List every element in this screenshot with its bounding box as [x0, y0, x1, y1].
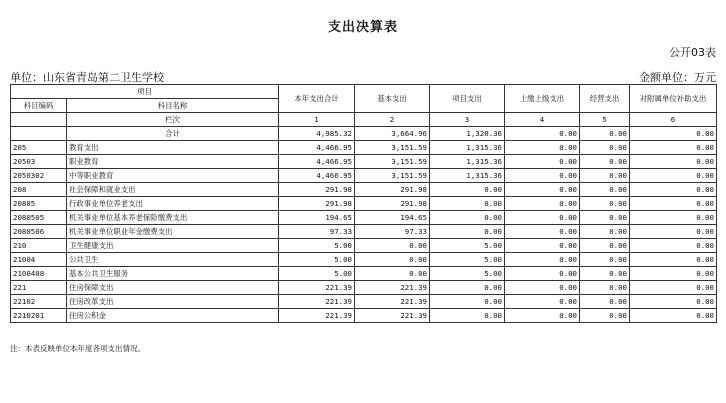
header-col-remit: 上缴上级支出: [505, 85, 580, 113]
row-value: 0.00: [580, 211, 630, 225]
row-value: 0.00: [580, 253, 630, 267]
row-value: 0.00: [630, 309, 717, 323]
table-row: [11, 253, 717, 267]
total-code: [11, 127, 67, 141]
form-number: 公开03表: [669, 46, 716, 59]
row-value: 3,151.59: [355, 141, 430, 155]
row-value: 0.00: [630, 197, 717, 211]
column-number: 4: [505, 113, 580, 127]
row-value: 0.00: [505, 169, 580, 183]
header-col-operating: 经营支出: [580, 85, 630, 113]
page-title: 支出决算表: [327, 20, 398, 35]
row-code: 2080506: [11, 225, 67, 239]
row-value: 1,315.36: [430, 155, 505, 169]
column-number: 2: [355, 113, 430, 127]
row-value: 0.00: [580, 295, 630, 309]
row-value: 97.33: [355, 225, 430, 239]
row-name: 机关事业单位基本养老保险缴费支出: [67, 211, 279, 225]
total-value: 4,985.32: [279, 127, 355, 141]
header-col-total: 本年支出合计: [279, 85, 355, 113]
row-name: 卫生健康支出: [67, 239, 279, 253]
row-value: 3,151.59: [355, 155, 430, 169]
header-row-3: [11, 113, 717, 127]
row-value: 0.00: [505, 295, 580, 309]
row-value: 221.39: [279, 295, 355, 309]
table-row: [11, 141, 717, 155]
row-value: 0.00: [580, 183, 630, 197]
header-row-1: [11, 85, 717, 99]
row-value: 0.00: [580, 309, 630, 323]
column-number: 6: [630, 113, 717, 127]
row-name: 职业教育: [67, 155, 279, 169]
row-value: 0.00: [505, 239, 580, 253]
row-value: 0.00: [430, 211, 505, 225]
total-row: [11, 127, 717, 141]
total-value: 1,320.36: [430, 127, 505, 141]
row-name: 公共卫生: [67, 253, 279, 267]
row-value: 194.65: [355, 211, 430, 225]
row-value: 0.00: [430, 197, 505, 211]
row-value: 0.00: [630, 211, 717, 225]
header-name: 科目名称: [67, 99, 279, 113]
total-value: 3,664.96: [355, 127, 430, 141]
table-row: [11, 197, 717, 211]
header-col-subsidy: 对附属单位补助支出: [630, 85, 717, 113]
row-value: 0.00: [580, 225, 630, 239]
unit-label: 单位：山东省青岛第二卫生学校: [10, 71, 164, 84]
total-value: 0.00: [580, 127, 630, 141]
header-column-index: 栏次: [67, 113, 279, 127]
row-name: 机关事业单位职业年金缴费支出: [67, 225, 279, 239]
row-name: 住房公积金: [67, 309, 279, 323]
row-code: 22102: [11, 295, 67, 309]
row-value: 5.00: [430, 239, 505, 253]
row-code: 20503: [11, 155, 67, 169]
row-value: 0.00: [355, 239, 430, 253]
footnote: 注：本表反映单位本年度各项支出情况。: [10, 344, 145, 353]
row-value: 5.00: [279, 239, 355, 253]
total-value: 0.00: [630, 127, 717, 141]
row-value: 0.00: [430, 295, 505, 309]
row-value: 0.00: [630, 267, 717, 281]
table-row: [11, 281, 717, 295]
row-value: 0.00: [355, 253, 430, 267]
total-value: 0.00: [505, 127, 580, 141]
row-name: 住房保障支出: [67, 281, 279, 295]
row-name: 社会保障和就业支出: [67, 183, 279, 197]
row-code: 205: [11, 141, 67, 155]
row-value: 0.00: [505, 281, 580, 295]
row-value: 0.00: [430, 183, 505, 197]
row-code: 2080505: [11, 211, 67, 225]
column-number: 3: [430, 113, 505, 127]
table-row: [11, 267, 717, 281]
row-value: 5.00: [430, 267, 505, 281]
amount-unit-label: 金额单位：万元: [639, 71, 716, 84]
row-value: 221.39: [355, 295, 430, 309]
row-value: 0.00: [630, 295, 717, 309]
row-value: 0.00: [580, 169, 630, 183]
row-value: 194.65: [279, 211, 355, 225]
row-value: 0.00: [580, 267, 630, 281]
row-value: 4,466.95: [279, 169, 355, 183]
table-row: [11, 225, 717, 239]
row-value: 0.00: [430, 309, 505, 323]
row-value: 0.00: [505, 155, 580, 169]
row-value: 1,315.36: [430, 169, 505, 183]
row-value: 4,466.95: [279, 155, 355, 169]
header-col-project: 项目支出: [430, 85, 505, 113]
row-value: 291.98: [355, 197, 430, 211]
row-code: 21004: [11, 253, 67, 267]
row-name: 教育支出: [67, 141, 279, 155]
row-value: 0.00: [580, 155, 630, 169]
row-value: 0.00: [580, 239, 630, 253]
row-value: 221.39: [279, 281, 355, 295]
row-name: 基本公共卫生服务: [67, 267, 279, 281]
expenditure-table: [10, 84, 717, 323]
row-value: 0.00: [505, 211, 580, 225]
row-value: 0.00: [630, 141, 717, 155]
row-code: 2050302: [11, 169, 67, 183]
row-value: 0.00: [355, 267, 430, 281]
table-row: [11, 211, 717, 225]
row-code: 208: [11, 183, 67, 197]
row-code: 221: [11, 281, 67, 295]
row-value: 0.00: [505, 225, 580, 239]
row-value: 291.98: [279, 183, 355, 197]
row-value: 5.00: [279, 267, 355, 281]
row-name: 中等职业教育: [67, 169, 279, 183]
row-value: 0.00: [630, 155, 717, 169]
row-value: 291.98: [355, 183, 430, 197]
row-value: 0.00: [505, 267, 580, 281]
row-value: 221.39: [355, 309, 430, 323]
row-value: 0.00: [505, 309, 580, 323]
row-code: 210: [11, 239, 67, 253]
row-value: 4,466.95: [279, 141, 355, 155]
row-value: 0.00: [505, 141, 580, 155]
table-row: [11, 309, 717, 323]
column-number: 1: [279, 113, 355, 127]
row-value: 0.00: [430, 225, 505, 239]
row-code: 2210201: [11, 309, 67, 323]
header-code: 科目编码: [11, 99, 67, 113]
row-value: 0.00: [630, 169, 717, 183]
row-value: 0.00: [505, 253, 580, 267]
column-number: 5: [580, 113, 630, 127]
table-row: [11, 183, 717, 197]
row-value: 1,315.36: [430, 141, 505, 155]
row-name: 行政事业单位养老支出: [67, 197, 279, 211]
row-value: 5.00: [430, 253, 505, 267]
table-row: [11, 239, 717, 253]
meta-row: [10, 69, 716, 83]
row-value: 97.33: [279, 225, 355, 239]
table-row: [11, 155, 717, 169]
header-col-basic: 基本支出: [355, 85, 430, 113]
row-value: 0.00: [630, 239, 717, 253]
table-row: [11, 295, 717, 309]
row-value: 0.00: [430, 281, 505, 295]
table-body: [11, 127, 717, 323]
row-code: 2100408: [11, 267, 67, 281]
row-code: 20805: [11, 197, 67, 211]
total-label: 合计: [67, 127, 279, 141]
row-value: 0.00: [580, 197, 630, 211]
row-value: 291.98: [279, 197, 355, 211]
table-row: [11, 169, 717, 183]
header-blank: [11, 113, 67, 127]
row-value: 0.00: [580, 281, 630, 295]
row-name: 住房改革支出: [67, 295, 279, 309]
row-value: 3,151.59: [355, 169, 430, 183]
row-value: 0.00: [630, 281, 717, 295]
row-value: 5.00: [279, 253, 355, 267]
row-value: 0.00: [505, 183, 580, 197]
row-value: 221.39: [355, 281, 430, 295]
row-value: 221.39: [279, 309, 355, 323]
header-item: 项目: [11, 85, 279, 99]
row-value: 0.00: [630, 183, 717, 197]
row-value: 0.00: [505, 197, 580, 211]
row-value: 0.00: [630, 253, 717, 267]
row-value: 0.00: [630, 225, 717, 239]
row-value: 0.00: [580, 141, 630, 155]
